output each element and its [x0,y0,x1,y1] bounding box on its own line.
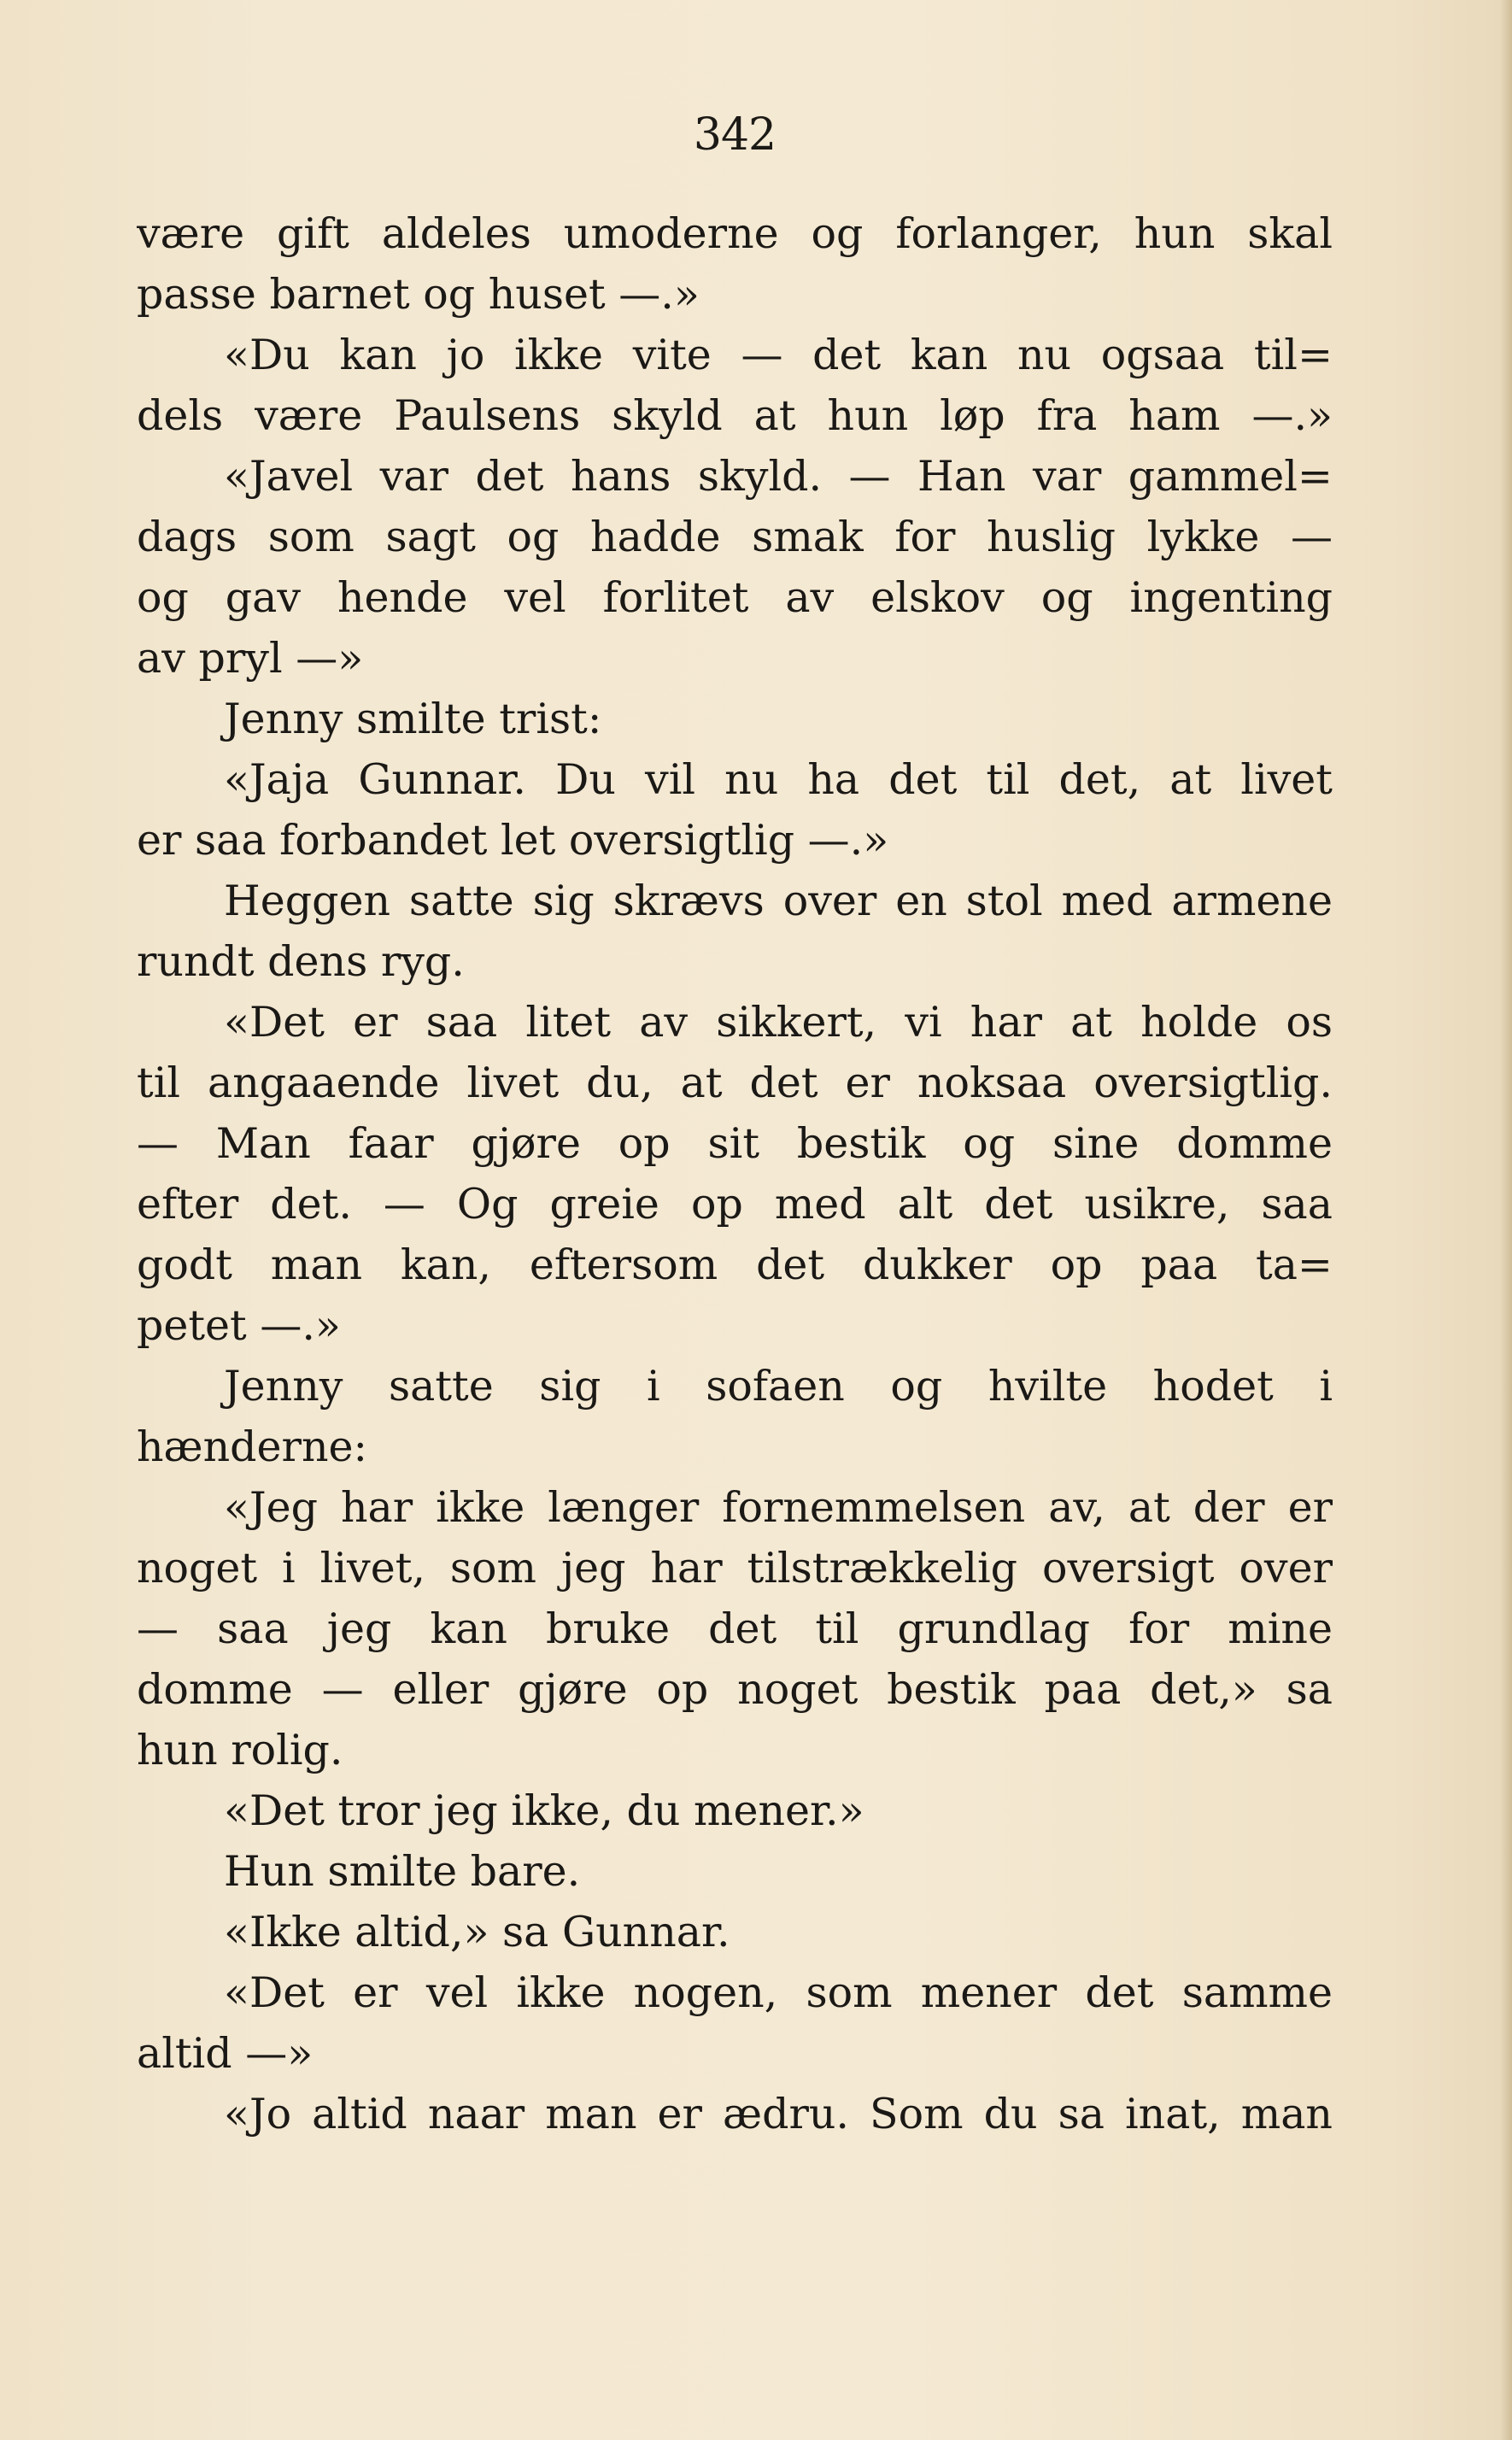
text-line: «Jo altid naar man er ædru. Som du sa inat, man [224,2090,1333,2138]
text-line: være gift aldeles umoderne og forlanger, hun skal [137,209,1333,258]
text-line: dags som sagt og hadde smak for huslig lykke — [137,513,1333,561]
text-line: — saa jeg kan bruke det til grundlag for mine [137,1604,1333,1653]
text-line: efter det. — Og greie op med alt det usikre, saa [137,1180,1333,1229]
text-line: hænderne: [137,1422,368,1471]
text-line: er saa forbandet let oversigtlig —.» [137,816,889,865]
text-line: Heggen satte sig skrævs over en stol med armene [224,877,1333,925]
text-line: Jenny smilte trist: [224,695,602,743]
text-line: «Javel var det hans skyld. — Han var gammel= [224,452,1333,501]
text-line: til angaaende livet du, at det er noksaa oversigtlig. [137,1059,1333,1107]
text-line: «Jeg har ikke længer fornemmelsen av, at der er [224,1483,1333,1532]
body-text [137,203,1333,2144]
text-line: altid —» [137,2029,314,2078]
text-line: petet —.» [137,1301,341,1350]
text-line: rundt dens ryg. [137,937,465,986]
page-number: 342 [693,109,777,161]
text-line: — Man faar gjøre op sit bestik og sine domme [137,1119,1333,1168]
text-line: hun rolig. [137,1726,343,1774]
text-line: godt man kan, eftersom det dukker op paa ta= [137,1241,1333,1289]
text-line: Hun smilte bare. [224,1847,581,1896]
text-line: domme — eller gjøre op noget bestik paa det,» sa [137,1665,1333,1714]
text-line: «Jaja Gunnar. Du vil nu ha det til det, at livet [224,755,1333,804]
page-edge-shadow [1500,0,1512,2440]
text-line: «Du kan jo ikke vite — det kan nu ogsaa til= [224,331,1333,379]
text-line: dels være Paulsens skyld at hun løp fra ham —.» [137,391,1333,440]
text-line: «Det tror jeg ikke, du mener.» [224,1786,864,1835]
text-line: «Ikke altid,» sa Gunnar. [224,1908,730,1956]
text-line: «Det er saa litet av sikkert, vi har at holde os [224,998,1333,1047]
text-line: og gav hende vel forlitet av elskov og ingenting [137,573,1333,622]
text-line: Jenny satte sig i sofaen og hvilte hodet i [224,1362,1333,1411]
text-line: av pryl —» [137,634,364,683]
text-line: «Det er vel ikke nogen, som mener det samme [224,1968,1333,2017]
text-line: noget i livet, som jeg har tilstrækkelig oversigt over [137,1544,1333,1592]
text-line: passe barnet og huset —.» [137,270,700,319]
